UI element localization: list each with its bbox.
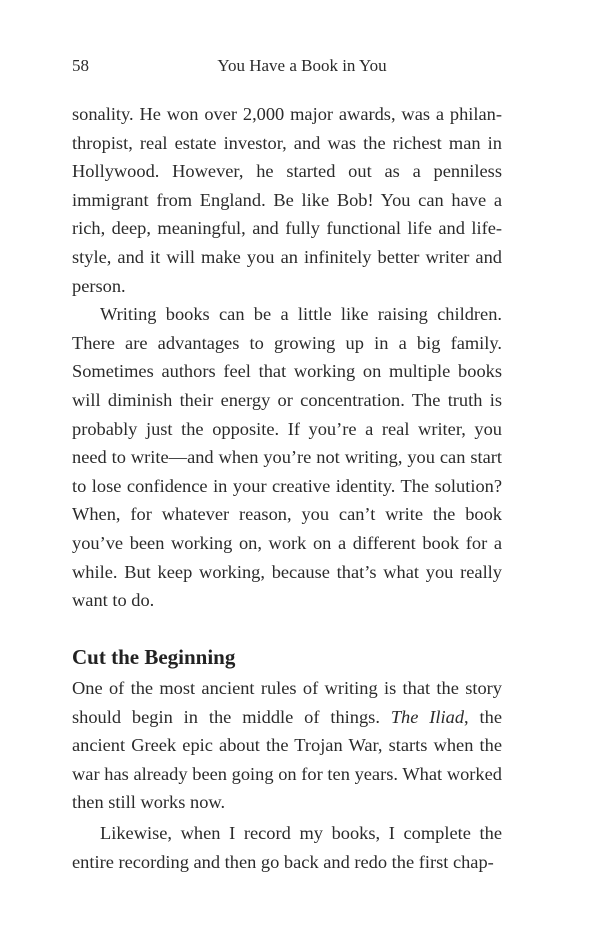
section-cut-the-beginning <box>72 642 502 876</box>
body-text <box>72 100 502 615</box>
running-title: You Have a Book in You <box>217 56 387 75</box>
section-heading: Cut the Beginning <box>72 645 236 669</box>
ancient-rules-text-start: One of the most ancient rules of writing is that the story should begin in the middle of things. <box>72 678 502 727</box>
page-number: 58 <box>72 56 89 75</box>
section-body <box>72 674 502 876</box>
paragraph-likewise: Likewise, when I record my books, I complete the entire recording and then go back and redo the first chap- <box>72 822 502 872</box>
paragraph-writing-books: Writing books can be a little like raising children. There are advantages to growing up in a big family. Sometimes authors feel that working on multiple books will diminish their energy or concentration. The truth is probably just the opposite. If you’re a real writer, you need to write—and when you’re not writing, you can start to lose confidence in your creative identity. The solution? When, for whatever reason, you can’t write the book you’ve been working on, work on a different book for a while. But keep working, because that’s what you really want to do. <box>72 304 502 611</box>
page-header <box>72 54 502 78</box>
paragraph-continuation: sonality. He won over 2,000 major awards, was a philanthropist, real estate investor, and was the richest man in Hollywood. However, he started out as a penniless immigrant from England. Be like Bob! You can have a rich, deep, meaningful, and fully functional life and lifestyle, and it will make you an infinitely better writer and person. <box>72 104 502 296</box>
ancient-rules-text-end: , the ancient Greek epic about the Trojan War, starts when the war has already been going on for ten years. What worked then still works now. <box>72 706 502 813</box>
paragraph-ancient-rules <box>72 674 502 817</box>
iliad-title: The Iliad <box>390 706 465 727</box>
